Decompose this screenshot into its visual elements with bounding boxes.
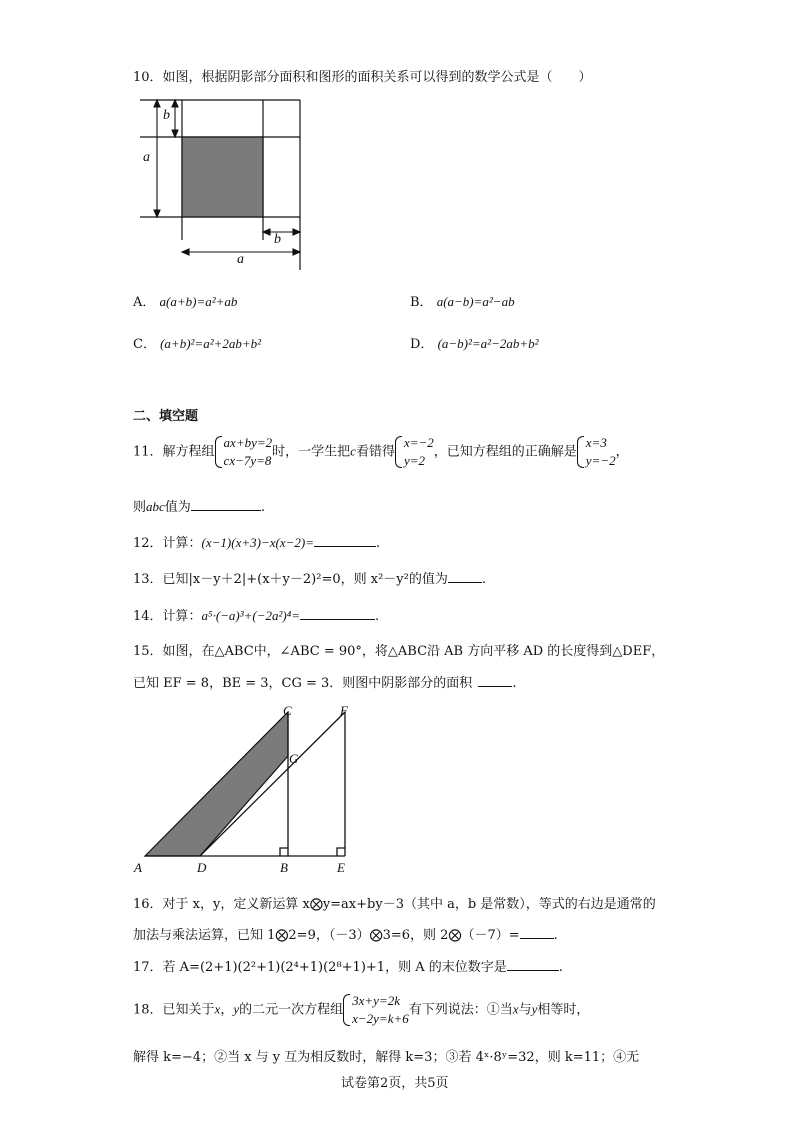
q16-line2-text: 加法与乘法运算，已知 1⨂2=9，（－3）⨂3=6，则 2⨂（－7）= [133, 928, 520, 943]
q17-end: . [558, 960, 563, 975]
option-b-formula: a(a−b)=a²−ab [436, 294, 515, 309]
option-d-label: D． [410, 337, 434, 352]
section-title-fill-blank: 二、填空题 [133, 409, 199, 424]
q18-line1 [133, 992, 589, 1028]
q11-r1: x=3 [585, 435, 607, 450]
q17 [133, 956, 563, 975]
q12-answer-blank[interactable] [314, 546, 376, 547]
q14-answer-blank[interactable] [300, 619, 375, 620]
q11-line1 [133, 434, 629, 470]
q12-end: . [375, 536, 381, 551]
q16-line2 [133, 924, 558, 943]
q12 [133, 532, 380, 551]
option-a-formula: a(a+b)=a²+ab [159, 294, 238, 309]
q10-label-a-bottom: a [237, 252, 244, 267]
q13-answer-blank[interactable] [448, 582, 482, 583]
q11-mid: 时，一学生把 [272, 444, 351, 460]
point-c: C [283, 703, 292, 718]
q11-abc: abc [146, 499, 165, 514]
page-footer: 试卷第2页，共5页 [341, 1076, 449, 1091]
q15-shaded-region [145, 712, 288, 856]
q11-line2c: . [260, 500, 265, 515]
q11-w2: y=2 [403, 453, 425, 468]
q17-answer-blank[interactable] [507, 970, 559, 971]
q12-prefix: 12．计算： [133, 536, 202, 551]
point-f: F [340, 703, 348, 718]
q18-after: 有下列说法：①当 [408, 1002, 513, 1018]
q11-w1: x=−2 [403, 435, 434, 450]
q18-mid: 的二元一次方程组 [239, 1002, 344, 1018]
q18-after3: 相等时， [537, 1002, 590, 1018]
q14-prefix: 14．计算： [133, 609, 202, 624]
q10-shaded-square [182, 137, 263, 217]
q10-option-a[interactable] [133, 291, 237, 310]
option-c-label: C． [133, 337, 156, 352]
q18-x2: x [512, 1001, 519, 1017]
q14-expr: a⁵·(−a)³+(−2a²)⁴= [201, 608, 301, 623]
q16-answer-blank[interactable] [520, 938, 554, 939]
q15-answer-blank[interactable] [478, 686, 512, 687]
q10-stem: 10．如图，根据阴影部分面积和图形的面积关系可以得到的数学公式是（ ） [133, 70, 592, 85]
option-d-formula: (a−b)²=a²−2ab+b² [437, 336, 539, 351]
q10-figure [130, 95, 310, 275]
option-a-label: A． [133, 295, 156, 310]
q17-text: 17．若 A=(2+1)(2²+1)(2⁴+1)(2⁸+1)+1，则 A 的末位数字是 [133, 960, 507, 975]
q18-line2: 解得 k=−4；②当 x 与 y 互为相反数时，解得 k=3；③若 4ˣ·8ʸ=32，则 k=11；④无 [133, 1050, 640, 1065]
q18-prefix: 18．已知关于 [133, 1002, 215, 1018]
q11-answer-blank[interactable] [191, 510, 261, 511]
q11-c: c [350, 443, 356, 459]
q11-line2 [133, 496, 265, 515]
q11-system [215, 434, 273, 470]
q18-x: x [214, 1001, 221, 1017]
q11-eq1: ax+by=2 [223, 435, 273, 450]
point-e: E [337, 860, 345, 875]
point-d: D [197, 860, 207, 875]
q18-after2: 与 [518, 1002, 532, 1018]
q14-end: . [375, 609, 380, 624]
q12-expr: (x−1)(x+3)−x(x−2)= [201, 535, 314, 550]
q15-line1: 15．如图，在△ABC中，∠ABC = 90°，将△ABC沿 AB 方向平移 AD 的长度得到△DEF， [133, 644, 665, 659]
q13-end: . [481, 572, 486, 587]
point-b: B [280, 860, 288, 875]
q11-line2b: 值为 [164, 500, 191, 515]
q14 [133, 605, 379, 624]
q18-e1: 3x+y=2k [352, 993, 400, 1008]
q13-text: 13．已知|x－y＋2|+(x＋y－2)²=0，则 x²－y²的值为 [133, 572, 448, 587]
q10-option-c[interactable] [133, 333, 261, 352]
q11-prefix: 11．解方程组 [133, 444, 215, 460]
option-b-label: B． [410, 295, 433, 310]
q10-label-b-bottom: b [274, 232, 281, 247]
q11-r2: y=−2 [585, 453, 616, 468]
q15-line2 [133, 672, 516, 691]
q10-option-b[interactable] [410, 291, 515, 310]
q15-line2-text: 已知 EF = 8，BE = 3，CG = 3．则图中阴影部分的面积 [133, 676, 473, 691]
q11-line2a: 则 [133, 500, 147, 515]
q10-label-b-top: b [163, 108, 170, 123]
option-c-formula: (a+b)²=a²+2ab+b² [160, 336, 262, 351]
q11-eq2: cx−7y=8 [223, 453, 272, 468]
q11-correct-solution [577, 434, 616, 470]
q11-wrong-solution [395, 434, 434, 470]
q11-mid3: ，已知方程组的正确解是 [433, 444, 577, 460]
q10-option-d[interactable] [410, 333, 539, 352]
q15-end: . [512, 676, 517, 691]
q18-e2: x−2y=k+6 [352, 1011, 409, 1026]
q11-end: ， [615, 444, 629, 460]
point-a: A [134, 860, 142, 875]
q15-figure [130, 698, 360, 880]
q10-label-a-left: a [143, 150, 150, 165]
q11-mid2: 看错得 [355, 444, 395, 460]
q13 [133, 568, 486, 587]
point-g: G [289, 751, 299, 766]
q18-y2: y [531, 1001, 538, 1017]
q18-sep: ， [220, 1002, 234, 1018]
q18-y: y [233, 1001, 240, 1017]
q16-line1: 16．对于 x，y，定义新运算 x⨂y=ax+by－3（其中 a，b 是常数），等式的右边是通常的 [133, 897, 656, 912]
q18-system [343, 992, 409, 1028]
q16-end: . [553, 928, 558, 943]
